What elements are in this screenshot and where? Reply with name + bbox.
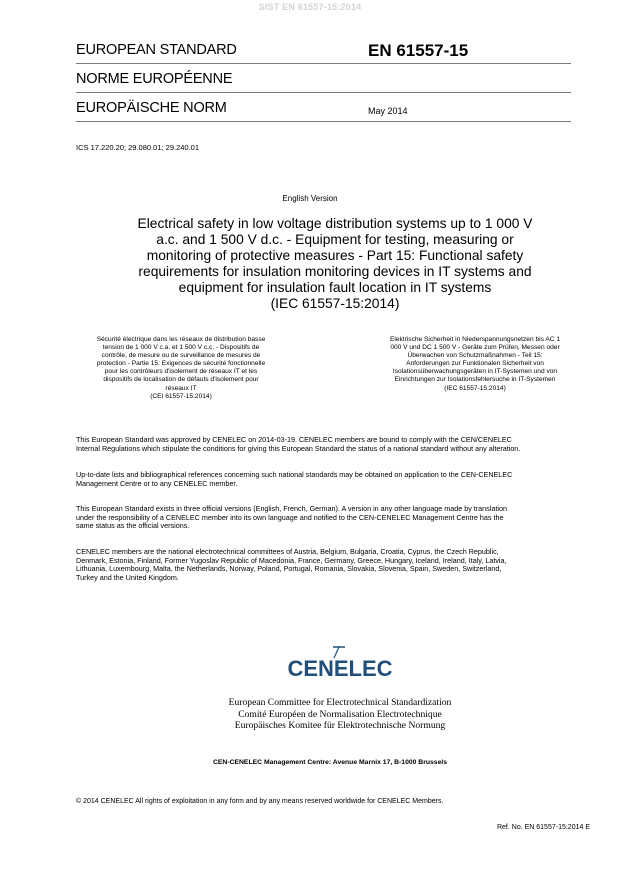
title-line: a.c. and 1 500 V d.c. - Equipment for testing, measuring or — [156, 232, 514, 247]
german-title-line: (IEC 61557-15:2014) — [444, 384, 506, 392]
title-line: equipment for insulation fault location in IT systems — [178, 280, 492, 295]
members-paragraph — [76, 548, 596, 583]
paragraph-line: Up-to-date lists and bibliographical references concerning such national standards may be obtained on application to the CEN-CENELEC — [76, 470, 513, 479]
title-line: requirements for insulation monitoring devices in IT systems and — [138, 264, 532, 279]
references-paragraph — [76, 471, 596, 488]
french-title-line: Sécurité électrique dans les réseaux de distribution basse — [96, 336, 266, 343]
logo-text: CENELEC — [287, 656, 393, 681]
french-title-line: contrôle, de mesure ou de surveillance de mesures de — [101, 352, 261, 360]
german-title-line: Elektrische Sicherheit in Niederspannungsnetzen bis AC 1 — [389, 336, 561, 343]
paragraph-line: CENELEC members are the national electrotechnical committees of Austria, Belgium, Bulgaria, Croatia, Cyprus, the Czech Republic, — [76, 547, 499, 556]
committee-line: Comité Européen de Normalisation Electrotechnique — [238, 708, 442, 720]
paragraph-line: Denmark, Estonia, Finland, Former Yugoslav Republic of Macedonia, France, Germany, Greece, Hungary, Iceland, Ireland, Italy, Latvia, — [76, 555, 507, 565]
standard-number: EN 61557-15 — [368, 41, 469, 60]
paragraph-line: under the responsibility of a CENELEC member into its own language and notified to the CEN-CENELEC Management Centre has the — [76, 512, 504, 522]
paragraph-line: Lithuania, Luxembourg, Malta, the Netherlands, Norway, Poland, Portugal, Romania, Slovakia, Slovenia, Spain, Sweden, Switzerland, — [76, 564, 502, 574]
reference-number: Ref. No. EN 61557-15:2014 E — [496, 824, 590, 831]
french-title-line: tension de 1 000 V c.a. et 1 500 V c.c. - Dispositifs de — [102, 344, 260, 352]
committee-names — [0, 697, 620, 732]
ics-codes: ICS 17.220.20; 29.080.01; 29.240.01 — [76, 143, 200, 152]
watermark: SIST EN 61557-15:2014 — [258, 2, 362, 12]
standard-title-en: EUROPEAN STANDARD — [76, 42, 237, 58]
standard-title-fr: NORME EUROPÉENNE — [76, 71, 233, 87]
paragraph-line: same status as the official versions. — [76, 521, 190, 531]
title-line: Electrical safety in low voltage distribution systems up to 1 000 V — [137, 216, 533, 231]
german-title-line: Einrichtungen zur Isolationsfehlersuche in IT-Systemen — [394, 376, 556, 384]
approval-paragraph — [76, 436, 596, 453]
cenelec-logo — [285, 643, 395, 683]
french-title-line: pour les contrôleurs d'isolement de réseaux IT et les — [104, 368, 258, 376]
german-title — [361, 336, 589, 393]
paragraph-line: Turkey and the United Kingdom. — [76, 573, 179, 583]
french-title-line: dispositifs de localisation de défauts d'isolement pour — [103, 376, 259, 384]
paragraph-line: This European Standard exists in three official versions (English, French, German). A version in any other language made by translation — [76, 504, 507, 513]
french-title-line: réseaux IT — [165, 384, 197, 392]
version-label: English Version — [282, 194, 338, 203]
divider — [76, 92, 571, 93]
paragraph-line: Management Centre or to any CENELEC member. — [76, 478, 238, 488]
standard-title-de: EUROPÄISCHE NORM — [76, 100, 227, 116]
french-title-line: (CEI 61557-15:2014) — [150, 392, 212, 400]
copyright-notice: © 2014 CENELEC All rights of exploitation in any form and by any means reserved worldwide for CENELEC Members. — [76, 798, 444, 805]
title-line: (IEC 61557-15:2014) — [270, 296, 400, 311]
paragraph-line: This European Standard was approved by CENELEC on 2014-03-19. CENELEC members are bound to comply with the CEN/CENELEC — [76, 435, 512, 444]
divider — [76, 121, 571, 122]
committee-line: Europäisches Komitee für Elektrotechnische Normung — [234, 720, 446, 731]
divider — [76, 63, 571, 64]
publication-date: May 2014 — [368, 106, 408, 116]
german-title-line: Überwachen von Schutzmaßnahmen - Teil 15: — [407, 352, 543, 360]
document-title — [110, 216, 560, 312]
paragraph-line: Internal Regulations which stipulate the conditions for giving this European Standard the status of a national standard without any alteration. — [76, 443, 521, 453]
versions-paragraph — [76, 505, 596, 531]
french-title — [67, 336, 295, 401]
committee-line: European Committee for Electrotechnical Standardization — [228, 697, 452, 708]
french-title-line: protection - Partie 15: Exigences de sécurité fonctionnelle — [96, 360, 266, 368]
management-centre-address: CEN-CENELEC Management Centre: Avenue Marnix 17, B-1000 Brussels — [212, 759, 448, 766]
german-title-line: Isolationsüberwachungsgeräten in IT-Systemen und von — [392, 368, 558, 376]
german-title-line: Anforderungen zur Funktionalen Sicherheit von — [406, 360, 544, 368]
german-title-line: 000 V und DC 1 500 V - Geräte zum Prüfen, Messen oder — [390, 344, 560, 352]
title-line: monitoring of protective measures - Part 15: Functional safety — [146, 248, 524, 263]
